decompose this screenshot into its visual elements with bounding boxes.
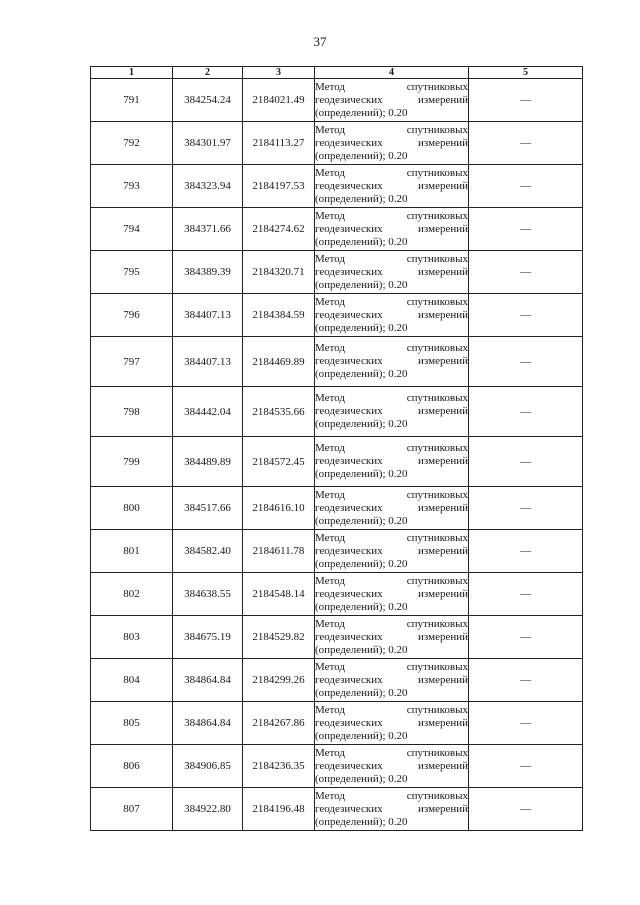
method-word: Метод [315, 703, 345, 716]
table-row [91, 165, 583, 208]
method-word: Метод [315, 123, 345, 136]
coordinate-x: 384638.55 [173, 573, 243, 616]
method-word: спутниковых [406, 617, 468, 630]
point-number: 797 [91, 337, 173, 387]
table-row [91, 745, 583, 788]
coordinate-x: 384371.66 [173, 208, 243, 251]
header-row [91, 67, 583, 79]
method-accuracy: (определений); 0.20 [315, 149, 408, 162]
coordinate-x: 384389.39 [173, 251, 243, 294]
coordinate-y: 2184535.66 [243, 387, 315, 437]
table-row [91, 251, 583, 294]
method-accuracy: (определений); 0.20 [315, 278, 408, 291]
empty-dash: — [469, 294, 583, 337]
coordinate-x: 384675.19 [173, 616, 243, 659]
point-number: 796 [91, 294, 173, 337]
table-row [91, 387, 583, 437]
method-word: Метод [315, 746, 345, 759]
method-word: геодезических [315, 716, 383, 729]
table-row [91, 79, 583, 122]
coordinate-y: 2184529.82 [243, 616, 315, 659]
method-accuracy: (определений); 0.20 [315, 557, 408, 570]
table-row [91, 122, 583, 165]
empty-dash: — [469, 437, 583, 487]
coordinate-x: 384517.66 [173, 487, 243, 530]
coordinate-y: 2184616.10 [243, 487, 315, 530]
empty-dash: — [469, 530, 583, 573]
point-number: 807 [91, 788, 173, 831]
coordinate-y: 2184196.48 [243, 788, 315, 831]
method-accuracy: (определений); 0.20 [315, 514, 408, 527]
coordinate-y: 2184469.89 [243, 337, 315, 387]
method-word: спутниковых [406, 660, 468, 673]
method-description [315, 208, 469, 251]
method-word: спутниковых [406, 123, 468, 136]
method-word: измерений [418, 222, 468, 235]
method-description [315, 387, 469, 437]
method-accuracy: (определений); 0.20 [315, 192, 408, 205]
method-word: измерений [418, 544, 468, 557]
coordinate-y: 2184572.45 [243, 437, 315, 487]
coordinate-x: 384489.89 [173, 437, 243, 487]
method-word: измерений [418, 405, 468, 417]
method-word: геодезических [315, 544, 383, 557]
coordinate-x: 384442.04 [173, 387, 243, 437]
method-word: измерений [418, 93, 468, 106]
method-word: измерений [418, 802, 468, 815]
coordinate-y: 2184384.59 [243, 294, 315, 337]
method-word: спутниковых [406, 488, 468, 501]
coordinate-x: 384407.13 [173, 294, 243, 337]
method-word: измерений [418, 265, 468, 278]
method-description [315, 530, 469, 573]
table-row [91, 702, 583, 745]
column-header-1: 1 [91, 67, 173, 79]
method-word: спутниковых [406, 703, 468, 716]
method-description [315, 251, 469, 294]
coordinate-x: 384582.40 [173, 530, 243, 573]
method-word: геодезических [315, 308, 383, 321]
method-word: геодезических [315, 355, 383, 367]
method-accuracy: (определений); 0.20 [315, 106, 408, 119]
coordinate-y: 2184236.35 [243, 745, 315, 788]
point-number: 804 [91, 659, 173, 702]
method-word: Метод [315, 166, 345, 179]
method-word: спутниковых [406, 392, 468, 404]
method-word: спутниковых [406, 252, 468, 265]
method-word: геодезических [315, 179, 383, 192]
coordinate-y: 2184611.78 [243, 530, 315, 573]
column-header-4: 4 [315, 67, 469, 79]
coordinate-y: 2184021.49 [243, 79, 315, 122]
point-number: 806 [91, 745, 173, 788]
method-accuracy: (определений); 0.20 [315, 815, 408, 828]
empty-dash: — [469, 788, 583, 831]
method-word: геодезических [315, 405, 383, 417]
method-word: измерений [418, 136, 468, 149]
method-description [315, 294, 469, 337]
method-accuracy: (определений); 0.20 [315, 468, 408, 480]
method-description [315, 437, 469, 487]
point-number: 803 [91, 616, 173, 659]
coordinate-x: 384922.80 [173, 788, 243, 831]
method-word: спутниковых [406, 209, 468, 222]
table-row [91, 788, 583, 831]
method-word: спутниковых [406, 342, 468, 354]
coordinate-x: 384254.24 [173, 79, 243, 122]
method-word: Метод [315, 531, 345, 544]
method-word: геодезических [315, 587, 383, 600]
table-row [91, 573, 583, 616]
empty-dash: — [469, 122, 583, 165]
method-word: Метод [315, 80, 345, 93]
coordinate-y: 2184320.71 [243, 251, 315, 294]
column-header-3: 3 [243, 67, 315, 79]
method-description [315, 79, 469, 122]
coordinate-y: 2184113.27 [243, 122, 315, 165]
method-word: спутниковых [406, 80, 468, 93]
point-number: 805 [91, 702, 173, 745]
method-accuracy: (определений); 0.20 [315, 686, 408, 699]
method-word: геодезических [315, 93, 383, 106]
method-word: спутниковых [406, 574, 468, 587]
method-word: измерений [418, 630, 468, 643]
method-word: измерений [418, 716, 468, 729]
point-number: 794 [91, 208, 173, 251]
empty-dash: — [469, 165, 583, 208]
coordinate-y: 2184267.86 [243, 702, 315, 745]
point-number: 792 [91, 122, 173, 165]
coordinate-y: 2184197.53 [243, 165, 315, 208]
method-description [315, 788, 469, 831]
method-description [315, 745, 469, 788]
method-word: геодезических [315, 265, 383, 278]
method-word: Метод [315, 342, 345, 354]
method-accuracy: (определений); 0.20 [315, 643, 408, 656]
method-accuracy: (определений); 0.20 [315, 772, 408, 785]
method-word: геодезических [315, 673, 383, 686]
method-word: геодезических [315, 630, 383, 643]
method-word: Метод [315, 488, 345, 501]
method-word: спутниковых [406, 746, 468, 759]
table-row [91, 208, 583, 251]
method-word: геодезических [315, 759, 383, 772]
coordinate-x: 384407.13 [173, 337, 243, 387]
method-word: измерений [418, 587, 468, 600]
coordinate-y: 2184299.26 [243, 659, 315, 702]
table-row [91, 337, 583, 387]
point-number: 791 [91, 79, 173, 122]
coordinate-y: 2184548.14 [243, 573, 315, 616]
method-word: Метод [315, 252, 345, 265]
empty-dash: — [469, 337, 583, 387]
table-row [91, 487, 583, 530]
coordinate-x: 384301.97 [173, 122, 243, 165]
table-row [91, 530, 583, 573]
point-number: 801 [91, 530, 173, 573]
method-word: измерений [418, 673, 468, 686]
point-number: 795 [91, 251, 173, 294]
method-word: спутниковых [406, 531, 468, 544]
point-number: 800 [91, 487, 173, 530]
empty-dash: — [469, 616, 583, 659]
method-word: спутниковых [406, 442, 468, 454]
method-accuracy: (определений); 0.20 [315, 418, 408, 430]
empty-dash: — [469, 208, 583, 251]
empty-dash: — [469, 659, 583, 702]
method-word: измерений [418, 501, 468, 514]
point-number: 793 [91, 165, 173, 208]
column-header-5: 5 [469, 67, 583, 79]
page-number: 37 [313, 34, 327, 49]
table-row [91, 659, 583, 702]
empty-dash: — [469, 387, 583, 437]
method-accuracy: (определений); 0.20 [315, 368, 408, 380]
method-word: Метод [315, 574, 345, 587]
method-word: геодезических [315, 501, 383, 514]
empty-dash: — [469, 573, 583, 616]
method-word: измерений [418, 759, 468, 772]
table-row [91, 294, 583, 337]
point-number: 802 [91, 573, 173, 616]
method-word: измерений [418, 455, 468, 467]
method-description [315, 573, 469, 616]
column-header-2: 2 [173, 67, 243, 79]
method-description [315, 702, 469, 745]
method-word: измерений [418, 179, 468, 192]
coordinate-y: 2184274.62 [243, 208, 315, 251]
coordinates-table [90, 66, 583, 831]
method-description [315, 337, 469, 387]
method-word: измерений [418, 355, 468, 367]
empty-dash: — [469, 79, 583, 122]
method-word: спутниковых [406, 295, 468, 308]
method-word: спутниковых [406, 789, 468, 802]
table-row [91, 437, 583, 487]
method-description [315, 165, 469, 208]
empty-dash: — [469, 487, 583, 530]
coordinate-x: 384906.85 [173, 745, 243, 788]
method-accuracy: (определений); 0.20 [315, 321, 408, 334]
method-word: Метод [315, 442, 345, 454]
coordinate-x: 384864.84 [173, 659, 243, 702]
method-word: спутниковых [406, 166, 468, 179]
method-word: геодезических [315, 455, 383, 467]
point-number: 799 [91, 437, 173, 487]
method-word: геодезических [315, 802, 383, 815]
method-word: измерений [418, 308, 468, 321]
empty-dash: — [469, 251, 583, 294]
method-word: Метод [315, 660, 345, 673]
method-description [315, 487, 469, 530]
coordinate-x: 384864.84 [173, 702, 243, 745]
empty-dash: — [469, 745, 583, 788]
method-word: Метод [315, 392, 345, 404]
method-word: геодезических [315, 136, 383, 149]
table-body [91, 79, 583, 831]
method-word: Метод [315, 295, 345, 308]
method-word: Метод [315, 789, 345, 802]
table-row [91, 616, 583, 659]
method-description [315, 616, 469, 659]
method-description [315, 122, 469, 165]
method-word: Метод [315, 617, 345, 630]
method-word: Метод [315, 209, 345, 222]
method-accuracy: (определений); 0.20 [315, 600, 408, 613]
method-accuracy: (определений); 0.20 [315, 235, 408, 248]
method-description [315, 659, 469, 702]
method-accuracy: (определений); 0.20 [315, 729, 408, 742]
point-number: 798 [91, 387, 173, 437]
coordinate-x: 384323.94 [173, 165, 243, 208]
empty-dash: — [469, 702, 583, 745]
method-word: геодезических [315, 222, 383, 235]
